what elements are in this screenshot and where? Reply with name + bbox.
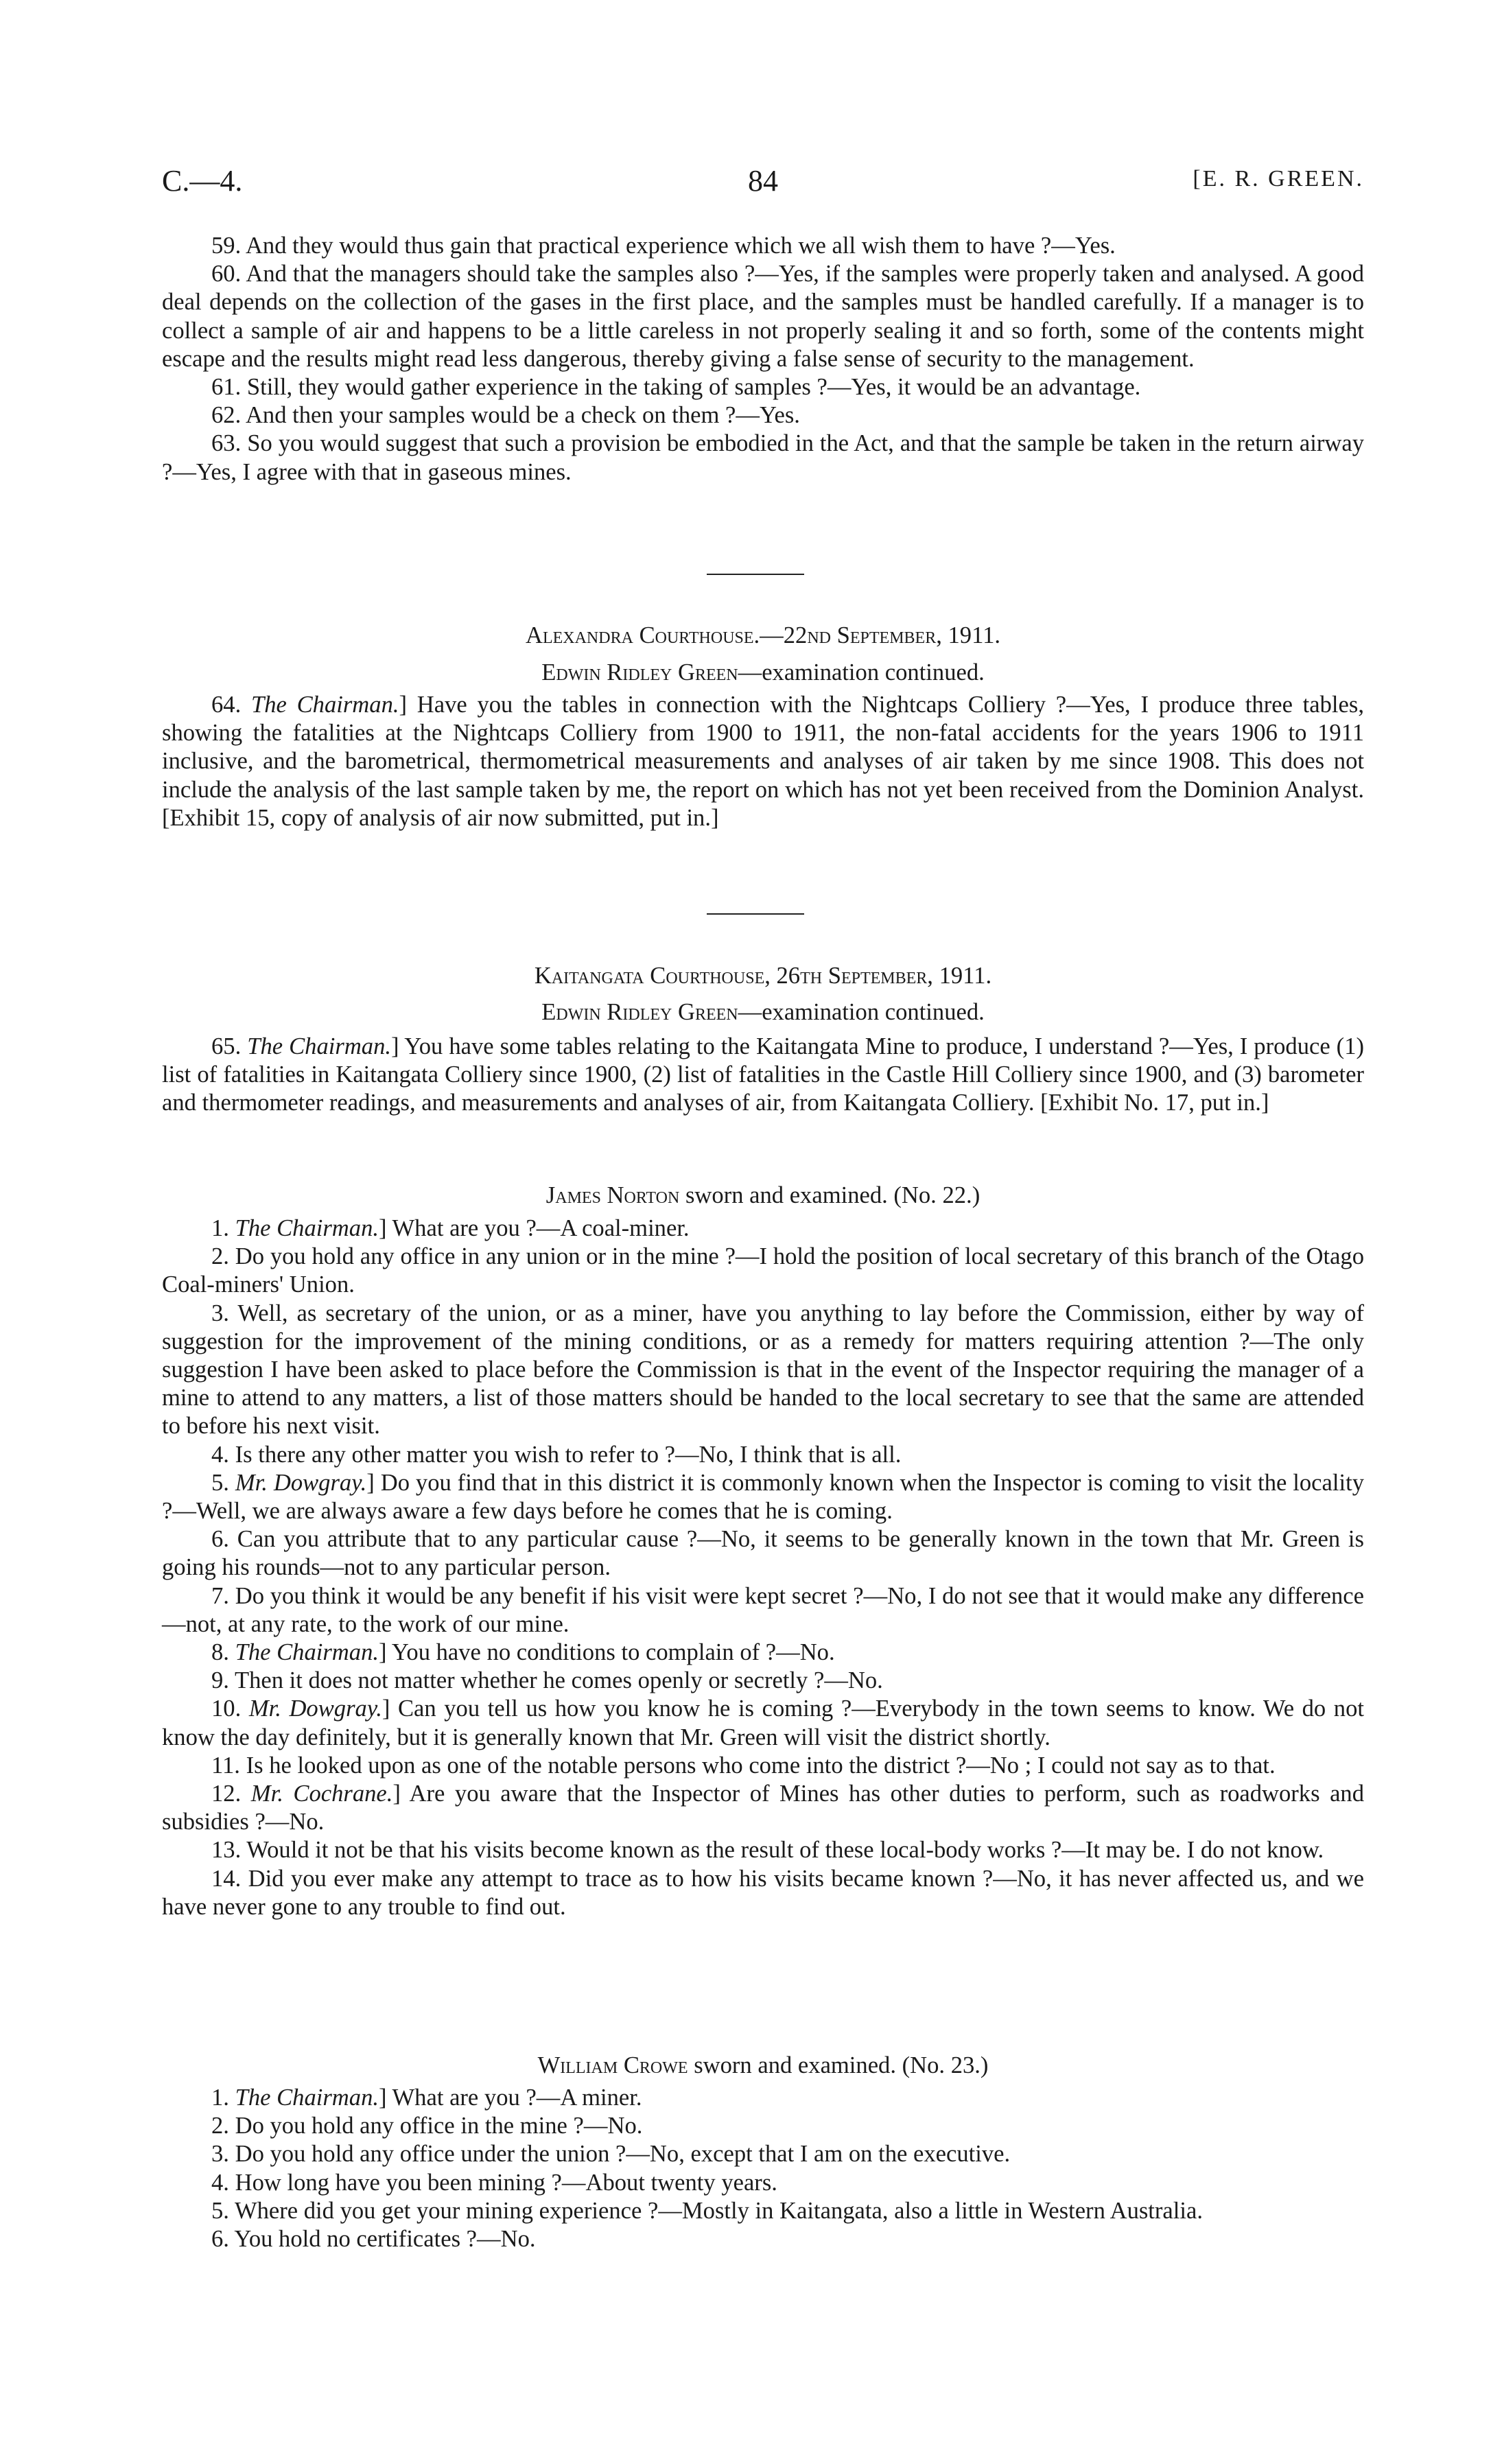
- evidence-kaitangata: [162, 1033, 1364, 1118]
- witness-running-head: [E. R. GREEN.: [1193, 166, 1364, 191]
- witness-heading-green-2: Edwin Ridley Green—examination continued.: [541, 999, 985, 1025]
- question-paragraph: 65. The Chairman.] You have some tables relating to the Kaitangata Mine to produce, I understand ?—Yes, I produce (1) list of fatalities in Kaitangata Colliery since 1900, (2) list of fatalities in the Castle Hill Colliery since 1900, and (3) barometer and thermometer readings, and measurements and analyses of air, from Kaitangata Colliery. [Exhibit No. 17, put in.]: [162, 1033, 1364, 1116]
- question-paragraph: 1. The Chairman.] What are you ?—A miner.: [211, 2085, 642, 2111]
- sitting-heading-alexandra: Alexandra Courthouse.—22nd September, 1911.: [525, 622, 1001, 648]
- question-paragraph: 11. Is he looked upon as one of the notable persons who come into the district ?—No ; I could not say as to that.: [211, 1752, 1276, 1779]
- question-paragraph: 60. And that the managers should take the samples also ?—Yes, if the samples were properly taken and analysed. A good deal depends on the collection of the gases in the first place, and the samples must be handled carefully. If a manager is to collect a sample of air and happens to be a little careless in not properly sealing it and so forth, some of the contents might escape and the results might read less dangerous, thereby giving a false sense of security to the management.: [162, 261, 1364, 372]
- question-paragraph: 3. Do you hold any office under the union ?—No, except that I am on the executive.: [211, 2141, 1011, 2168]
- evidence-alexandra: [162, 691, 1364, 832]
- question-paragraph: 4. How long have you been mining ?—About twenty years.: [211, 2169, 777, 2196]
- document-reference: C.—4.: [162, 164, 243, 198]
- question-paragraph: 1. The Chairman.] What are you ?—A coal-miner.: [211, 1215, 690, 1241]
- question-paragraph: 61. Still, they would gather experience in the taking of samples ?—Yes, it would be an advantage.: [211, 374, 1141, 401]
- witness-heading-crowe: William Crowe sworn and examined. (No. 23.): [537, 2052, 989, 2078]
- question-paragraph: 9. Then it does not matter whether he comes openly or secretly ?—No.: [211, 1667, 883, 1694]
- question-paragraph: 8. The Chairman.] You have no conditions to complain of ?—No.: [211, 1639, 835, 1666]
- question-paragraph: 14. Did you ever make any attempt to trace as to how his visits became known ?—No, it has never affected us, and we have never gone to any trouble to find out.: [162, 1865, 1364, 1920]
- question-paragraph: 62. And then your samples would be a check on them ?—Yes.: [211, 402, 800, 429]
- question-paragraph: 5. Where did you get your mining experience ?—Mostly in Kaitangata, also a little in Western Australia.: [211, 2197, 1203, 2224]
- page-number: 84: [748, 164, 778, 198]
- witness-heading-norton: James Norton sworn and examined. (No. 22.): [545, 1182, 981, 1208]
- evidence-norton: [162, 1215, 1364, 1921]
- question-paragraph: 6. You hold no certificates ?—No.: [211, 2226, 536, 2253]
- question-paragraph: 12. Mr. Cochrane.] Are you aware that the Inspector of Mines has other duties to perform, such as roadworks and subsidies ?—No.: [162, 1781, 1364, 1835]
- question-paragraph: 5. Mr. Dowgray.] Do you find that in this district it is commonly known when the Inspector is coming to visit the locality ?—Well, we are always aware a few days before he comes that he is coming.: [162, 1469, 1364, 1525]
- question-paragraph: 6. Can you attribute that to any particular cause ?—No, it seems to be generally known in the town that Mr. Green is going his rounds—not to any particular person.: [162, 1526, 1364, 1581]
- question-paragraph: 2. Do you hold any office in the mine ?—No.: [211, 2113, 643, 2139]
- evidence-section-continued: [162, 232, 1364, 486]
- page-header: [162, 163, 1364, 204]
- question-paragraph: 64. The Chairman.] Have you the tables in connection with the Nightcaps Colliery ?—Yes, I produce three tables, showing the fatalities at the Nightcaps Colliery from 1900 to 1911, the non-fatal accidents for the years 1906 to 1911 inclusive, and the barometrical, thermometrical measurements and analyses of air taken by me since 1908. This does not include the analysis of the last sample taken by me, the report on which has not yet been received from the Dominion Analyst. [Exhibit 15, copy of analysis of air now submitted, put in.]: [162, 692, 1364, 831]
- question-paragraph: 10. Mr. Dowgray.] Can you tell us how you know he is coming ?—Everybody in the town seems to know. We do not know the day definitely, but it is generally known that Mr. Green will visit the district shortly.: [162, 1696, 1364, 1750]
- witness-heading-green-1: Edwin Ridley Green—examination continued.: [541, 659, 985, 685]
- sitting-heading-kaitangata: Kaitangata Courthouse, 26th September, 1911.: [534, 963, 992, 989]
- question-paragraph: 59. And they would thus gain that practical experience which we all wish them to have ?—Yes.: [211, 233, 1116, 259]
- question-paragraph: 7. Do you think it would be any benefit if his visit were kept secret ?—No, I do not see that it would make any difference—not, at any rate, to the work of our mine.: [162, 1582, 1365, 1637]
- question-paragraph: 4. Is there any other matter you wish to refer to ?—No, I think that is all.: [211, 1441, 902, 1468]
- section-divider: [707, 574, 804, 575]
- section-divider: [707, 913, 804, 915]
- question-paragraph: 13. Would it not be that his visits become known as the result of these local-body works ?—It may be. I do not know.: [211, 1837, 1324, 1864]
- evidence-crowe: [162, 2084, 1364, 2253]
- question-paragraph: 3. Well, as secretary of the union, or as a miner, have you anything to lay before the Commission, either by way of suggestion for the improvement of the mining conditions, or as a remedy for matters requiring attention ?—The only suggestion I have been asked to place before the Commission is that in the event of the Inspector requiring the manager of a mine to attend to any matters, a list of those matters should be handed to the local secretary to see that the same are attended to before his next visit.: [162, 1300, 1364, 1440]
- question-paragraph: 2. Do you hold any office in any union or in the mine ?—I hold the position of local secretary of this branch of the Otago Coal-miners' Union.: [162, 1243, 1364, 1298]
- question-paragraph: 63. So you would suggest that such a provision be embodied in the Act, and that the sample be taken in the return airway ?—Yes, I agree with that in gaseous mines.: [162, 430, 1364, 485]
